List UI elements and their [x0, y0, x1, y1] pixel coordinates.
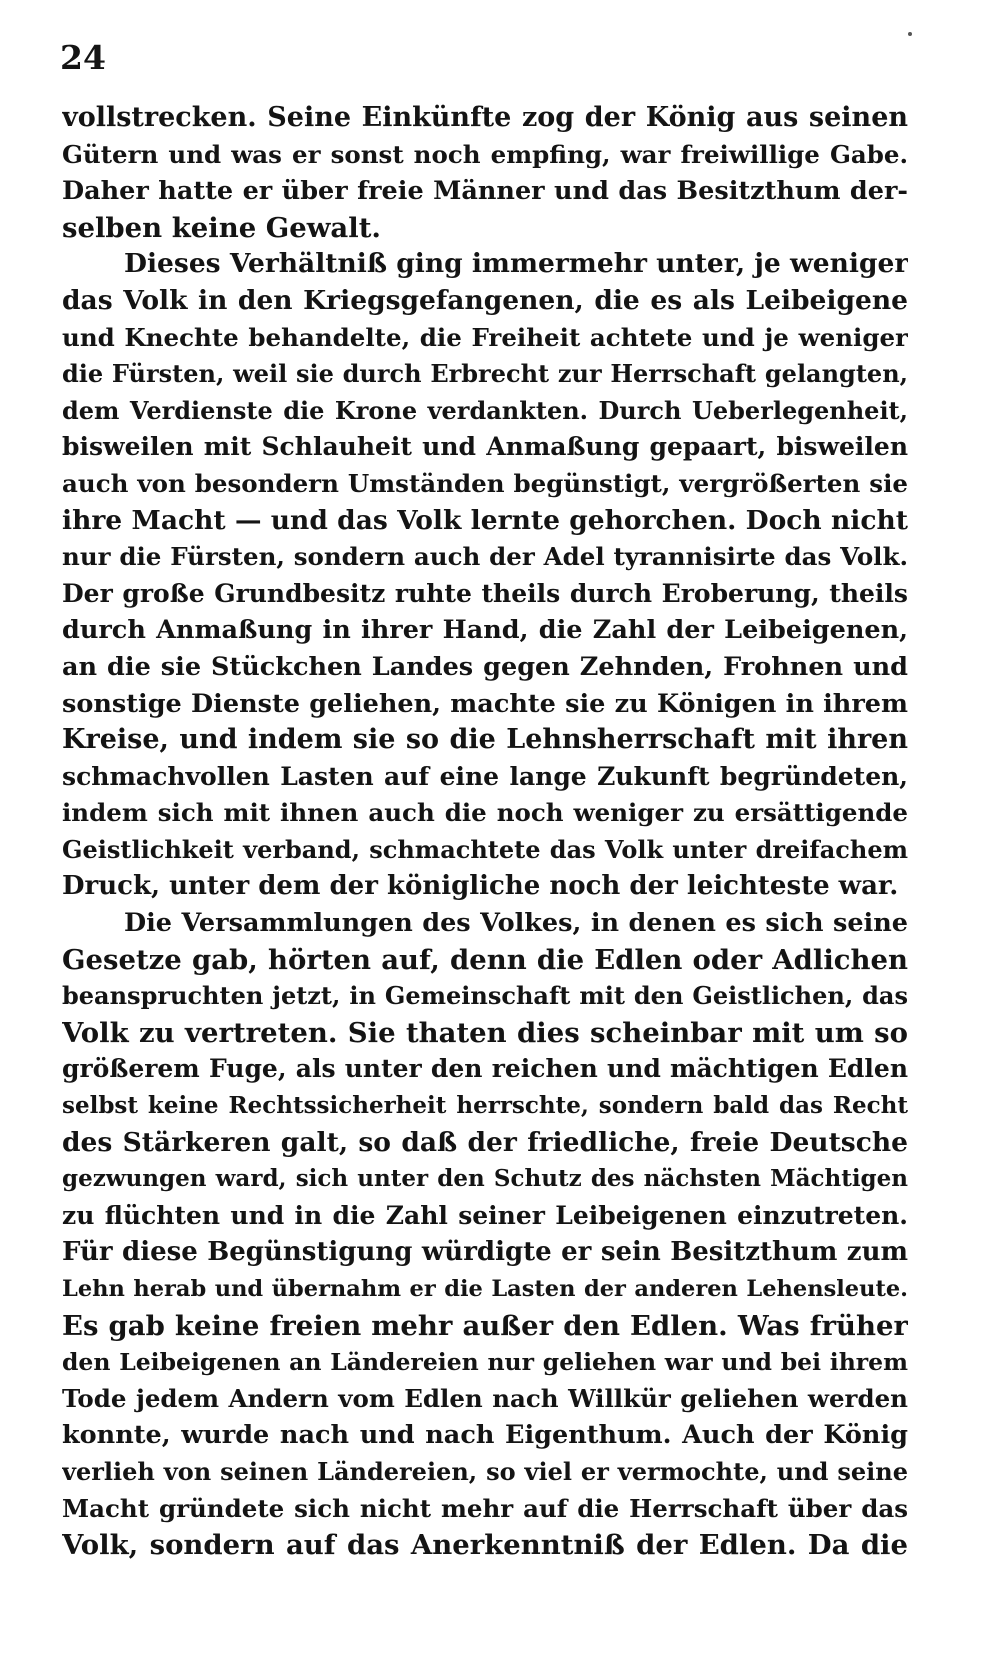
text-line: und Knechte behandelte, die Freiheit achtete und je weniger: [62, 322, 908, 352]
text-line: Für diese Begünstigung würdigte er sein Besitzthum zum: [62, 1237, 908, 1268]
text-line: Macht gründete sich nicht mehr auf die Herrschaft über das: [62, 1493, 908, 1523]
text-line: durch Anmaßung in ihrer Hand, die Zahl der Leibeigenen,: [62, 615, 908, 646]
text-line: auch von besondern Umständen begünstigt, vergrößerten sie: [62, 468, 908, 498]
text-line: Daher hatte er über freie Männer und das Besitzthum der-: [62, 176, 908, 207]
text-line: selben keine Gewalt.: [62, 211, 381, 244]
text-line: verlieh von seinen Ländereien, so viel er vermochte, und seine: [62, 1456, 908, 1486]
text-line: den Leibeigenen an Ländereien nur geliehen war und bei ihrem: [62, 1348, 908, 1377]
text-line: Dieses Verhältniß ging immermehr unter, je weniger: [124, 248, 908, 280]
text-line: gezwungen ward, sich unter den Schutz des nächsten Mächtigen: [62, 1165, 908, 1193]
text-line: Volk, sondern auf das Anerkenntniß der Edlen. Da die: [62, 1529, 908, 1562]
text-line: bisweilen mit Schlauheit und Anmaßung gepaart, bisweilen: [62, 432, 908, 462]
text-line: größerem Fuge, als unter den reichen und mächtigen Edlen: [62, 1054, 908, 1084]
text-line: Es gab keine freien mehr außer den Edlen. Was früher: [62, 1309, 908, 1342]
text-line: zu flüchten und in die Zahl seiner Leibeigenen einzutreten.: [62, 1200, 908, 1230]
text-line: vollstrecken. Seine Einkünfte zog der König aus seinen: [62, 102, 908, 133]
text-line: ihre Macht — und das Volk lernte gehorchen. Doch nicht: [62, 504, 908, 536]
text-line: indem sich mit ihnen auch die noch weniger zu ersättigende: [62, 798, 908, 828]
body-text: [62, 100, 908, 1564]
page-number: 24: [60, 38, 106, 77]
text-line: beanspruchten jetzt, in Gemeinschaft mit den Geistlichen, das: [62, 981, 908, 1011]
text-line: Tode jedem Andern vom Edlen nach Willkür geliehen werden: [62, 1383, 908, 1413]
print-speck: [908, 32, 912, 36]
text-line: schmachvollen Lasten auf eine lange Zukunft begründeten,: [62, 761, 908, 791]
text-line: Gesetze gab, hörten auf, denn die Edlen oder Adlichen: [62, 943, 908, 976]
text-line: Der große Grundbesitz ruhte theils durch Eroberung, theils: [62, 578, 908, 608]
text-line: Lehn herab und übernahm er die Lasten der anderen Lehensleute.: [62, 1276, 908, 1302]
text-line: des Stärkeren galt, so daß der friedliche, freie Deutsche: [62, 1126, 908, 1158]
text-line: die Fürsten, weil sie durch Erbrecht zur Herrschaft gelangten,: [62, 359, 908, 389]
text-line: Volk zu vertreten. Sie thaten dies scheinbar mit um so: [62, 1016, 908, 1049]
text-line: Druck, unter dem der königliche noch der leichteste war.: [62, 871, 899, 902]
text-line: an die sie Stückchen Landes gegen Zehnden, Frohnen und: [62, 651, 908, 682]
text-line: das Volk in den Kriegsgefangenen, die es als Leibeigene: [62, 284, 908, 316]
text-line: nur die Fürsten, sondern auch der Adel tyrannisirte das Volk.: [62, 542, 908, 572]
text-line: sonstige Dienste geliehen, machte sie zu Königen in ihrem: [62, 688, 908, 719]
text-line: Die Versammlungen des Volkes, in denen es sich seine: [124, 908, 908, 939]
text-line: konnte, wurde nach und nach Eigenthum. Auch der König: [62, 1420, 908, 1451]
text-line: selbst keine Rechtssicherheit herrschte, sondern bald das Recht: [62, 1092, 908, 1120]
text-line: Gütern und was er sonst noch empfing, war freiwillige Gabe.: [62, 139, 908, 169]
text-line: Kreise, und indem sie so die Lehnsherrschaft mit ihren: [62, 724, 908, 756]
text-line: Geistlichkeit verband, schmachtete das Volk unter dreifachem: [62, 834, 908, 864]
text-line: dem Verdienste die Krone verdankten. Durch Ueberlegenheit,: [62, 395, 908, 425]
